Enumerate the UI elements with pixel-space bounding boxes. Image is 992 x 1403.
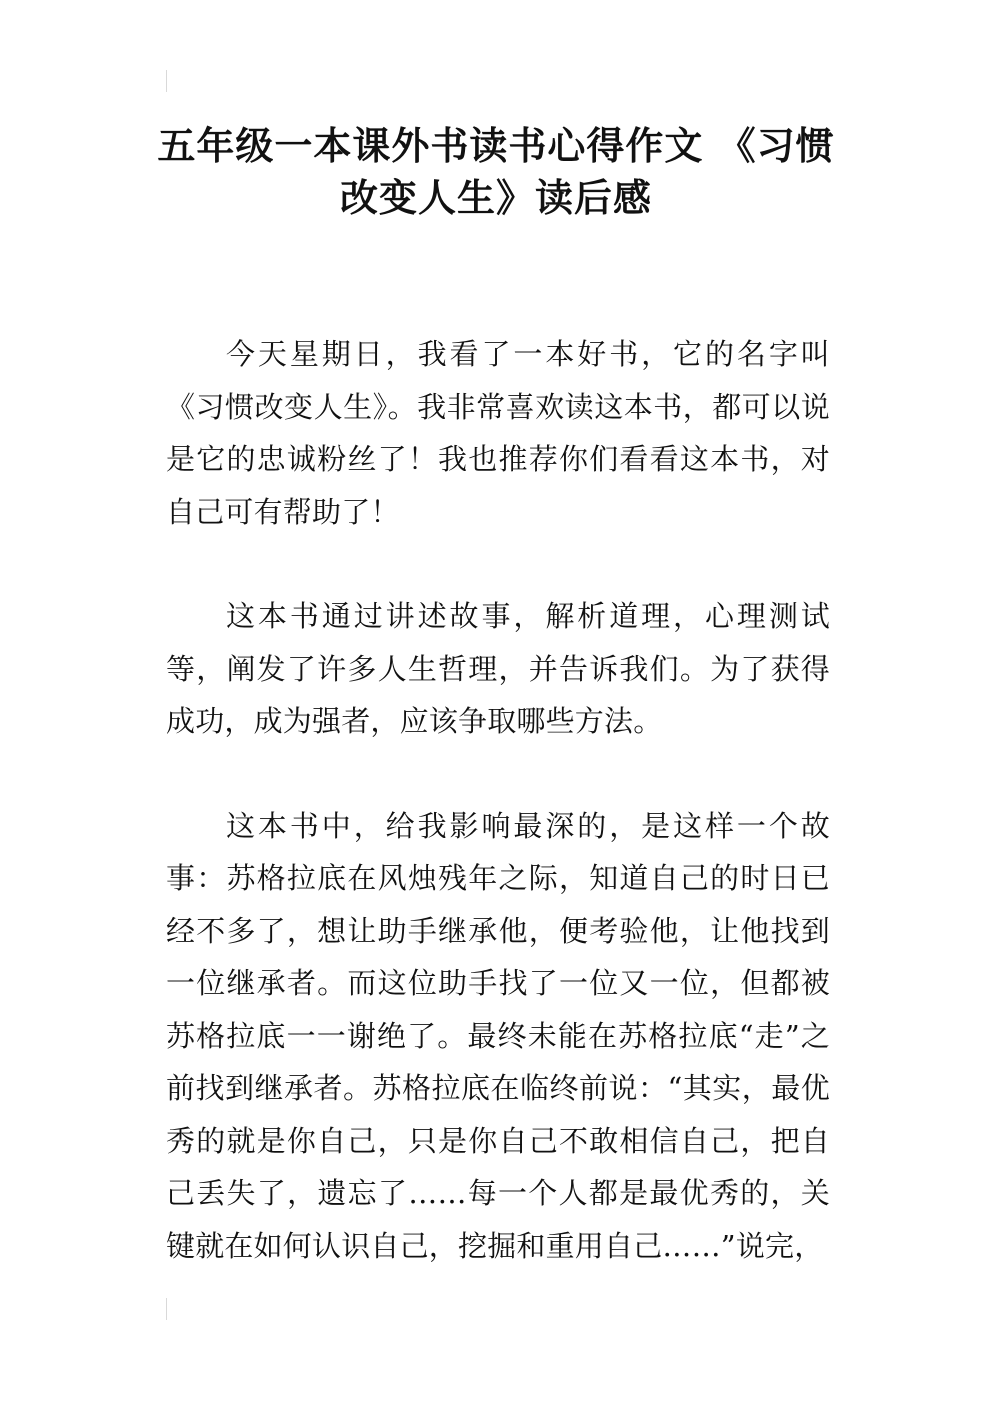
paragraph-1: 今天星期日，我看了一本好书，它的名字叫《习惯改变人生》。我非常喜欢读这本书，都可以说是它的忠诚粉丝了！我也推荐你们看看这本书，对自己可有帮助了！ <box>166 337 830 529</box>
paragraph-3: 这本书中，给我影响最深的，是这样一个故事：苏格拉底在风烛残年之际，知道自己的时日已经不多了，想让助手继承他，便考验他，让他找到一位继承者。而这位助手找了一位又一位，但都被苏格拉底一一谢绝了。最终未能在苏格拉底“走”之前找到继承者。苏格拉底在临终前说：“其实，最优秀的就是你自己，只是你自己不敢相信自己，把自己丢失了，遗忘了……每一个人都是最优秀的，关键就在如何认识自己，挖掘和重用自己……”说完， <box>166 808 830 1263</box>
document-title: 五年级一本课外书读书心得作文 《习惯改变人生》读后感 <box>157 124 835 220</box>
paragraph-2: 这本书通过讲述故事，解析道理，心理测试等，阐发了许多人生哲理，并告诉我们。为了获得成功，成为强者，应该争取哪些方法。 <box>166 599 830 738</box>
page-corner-mark-bottom <box>166 1298 167 1320</box>
page-corner-mark-top <box>166 70 167 92</box>
document-body <box>166 328 830 1324</box>
